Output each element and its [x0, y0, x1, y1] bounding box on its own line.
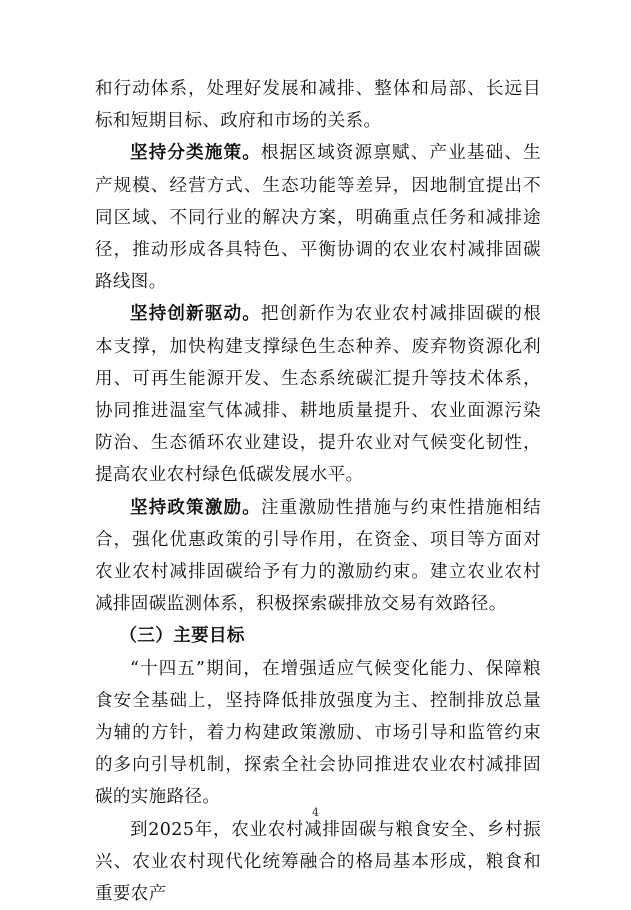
paragraph-lead: 坚持创新驱动。	[130, 304, 262, 325]
paragraph-policy-incentive	[95, 492, 541, 621]
paragraph-text: 到2025年，农业农村减排固碳与粮食安全、乡村振兴、农业农村现代化统筹融合的格局基本形成，粮食和重要农产	[95, 819, 541, 905]
paragraph-text: “十四五”期间，在增强适应气候变化能力、保障粮食安全基础上，坚持降低排放强度为主、控制排放总量为辅的方针，着力构建政策激励、市场引导和监管约束的多向引导机制，探索全社会协同推进农业农村减排固碳的实施路径。	[95, 658, 541, 808]
paragraph-classified-policy	[95, 137, 541, 298]
document-body	[95, 73, 541, 910]
paragraph-14th-five-year	[95, 653, 541, 814]
paragraph-text: 和行动体系，处理好发展和减排、整体和局部、长远目标和短期目标、政府和市场的关系。	[95, 79, 541, 132]
paragraph-lead: 坚持政策激励。	[130, 497, 262, 518]
paragraph-text: 注重激励性措施与约束性措施相结合，强化优惠政策的引导作用，在资金、项目等方面对农业农村减排固碳给予有力的激励约束。建立农业农村减排固碳监测体系，积极探索碳排放交易有效路径。	[95, 497, 541, 615]
paragraph-innovation-driven	[95, 298, 541, 491]
paragraph-text: 把创新作为农业农村减排固碳的根本支撑，加快构建支撑绿色生态种养、废弃物资源化利用、可再生能源开发、生态系统碳汇提升等技术体系，协同推进温室气体减排、耕地质量提升、农业面源污染防治、生态循环农业建设，提升农业对气候变化韧性，提高农业农村绿色低碳发展水平。	[95, 304, 541, 486]
section-heading: （三）主要目标	[119, 626, 245, 647]
paragraph-lead: 坚持分类施策。	[130, 143, 262, 164]
paragraph-continuation	[95, 73, 541, 137]
paragraph-2025-goal	[95, 814, 541, 910]
page-number: 4	[312, 806, 319, 819]
paragraph-text: 根据区域资源禀赋、产业基础、生产规模、经营方式、生态功能等差异，因地制宜提出不同区域、不同行业的解决方案，明确重点任务和减排途径，推动形成各具特色、平衡协调的农业农村减排固碳路线图。	[95, 143, 541, 293]
